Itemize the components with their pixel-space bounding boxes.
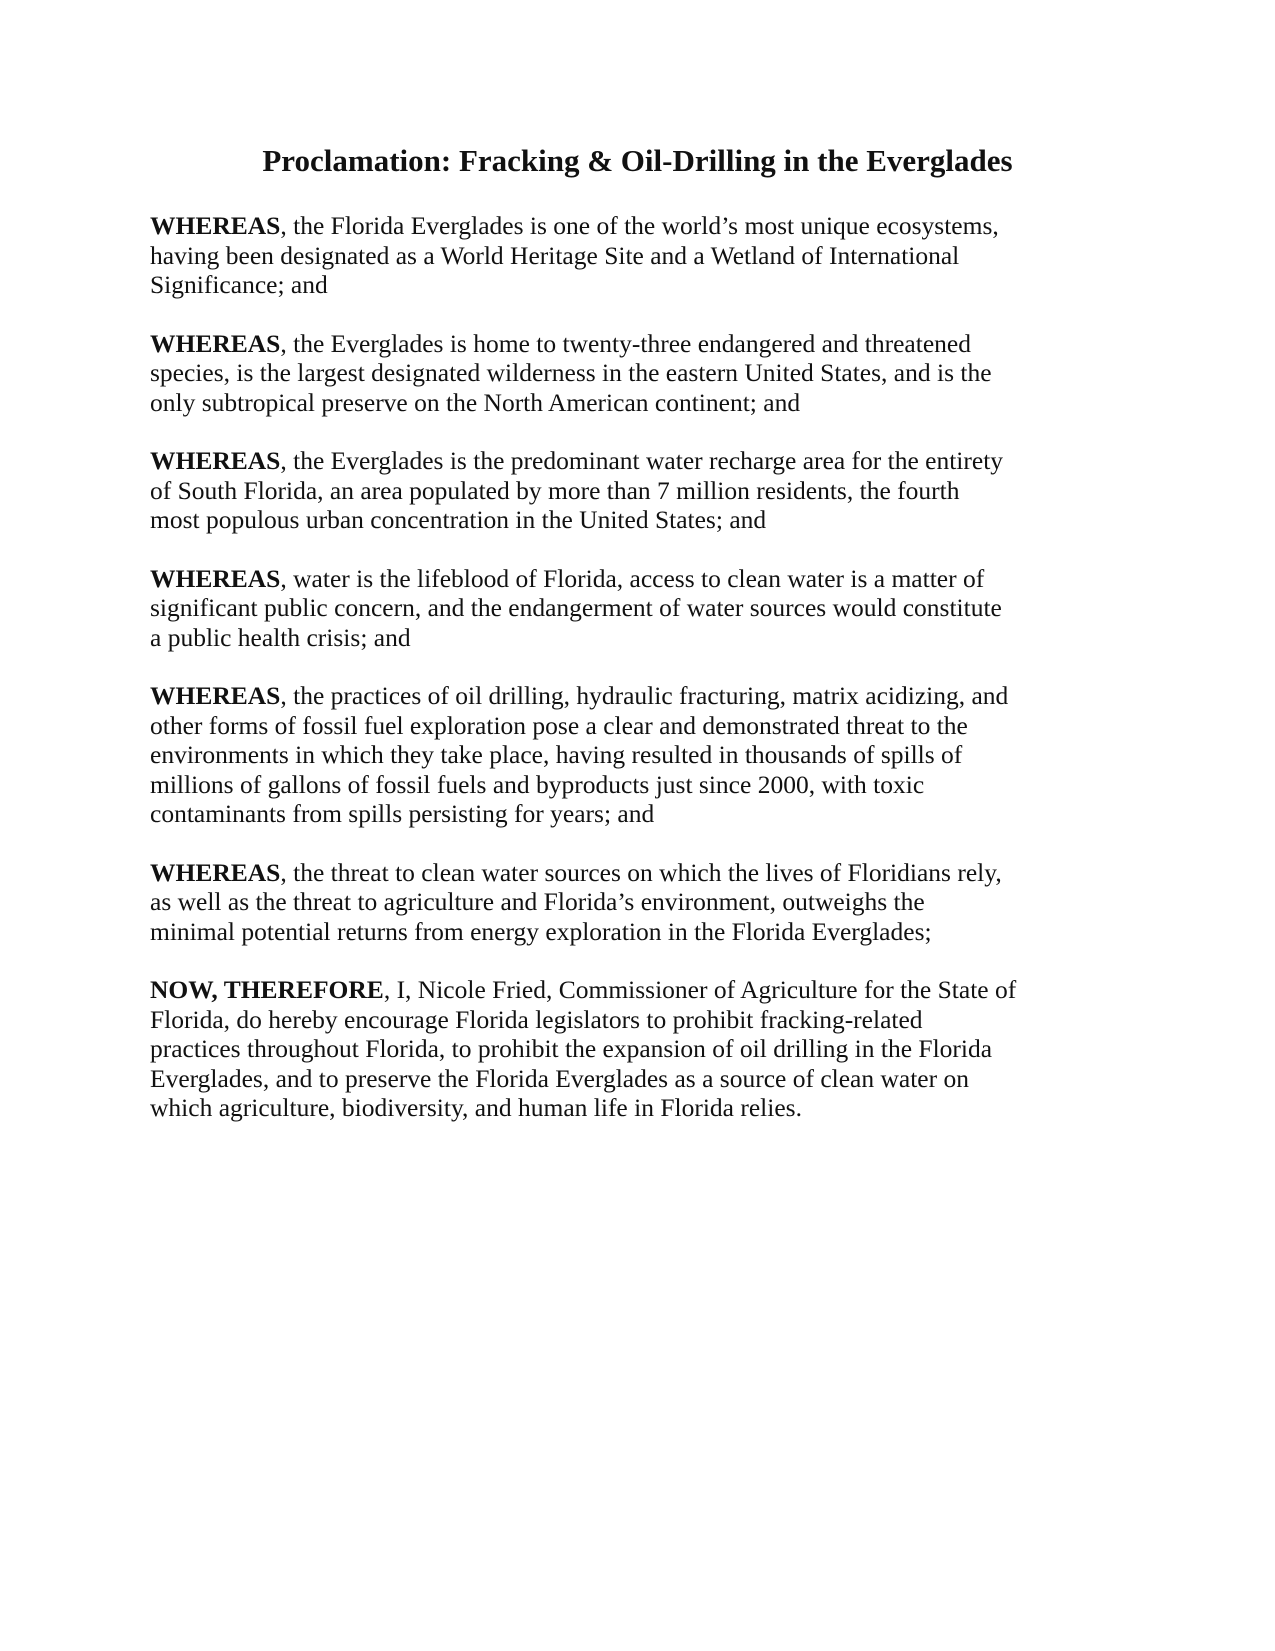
whereas-paragraph-2 <box>150 329 1125 418</box>
whereas-paragraph-4 <box>150 564 1125 653</box>
paragraph-line: a public health crisis; and <box>150 622 411 652</box>
paragraph-line: significant public concern, and the endangerment of water sources would constitute <box>150 593 1002 622</box>
whereas-paragraph-5 <box>150 681 1125 829</box>
paragraph-line: Everglades, and to preserve the Florida Everglades as a source of clean water on <box>150 1063 969 1093</box>
paragraph-text: , the Florida Everglades is one of the world’s most unique ecosystems, <box>280 211 999 240</box>
paragraph-line: of South Florida, an area populated by more than 7 million residents, the fourth <box>150 475 960 505</box>
paragraph-lead: WHEREAS <box>150 857 281 887</box>
whereas-paragraph-3 <box>150 446 1125 535</box>
paragraph-line: as well as the threat to agriculture and Florida’s environment, outweighs the <box>150 887 925 916</box>
paragraph-lead: WHEREAS <box>150 681 281 710</box>
paragraph-line: minimal potential returns from energy exploration in the Florida Everglades; <box>150 916 932 946</box>
paragraph-text: , water is the lifeblood of Florida, access to clean water is a matter of <box>280 563 985 593</box>
paragraph-lead: WHEREAS <box>150 563 281 593</box>
paragraph-line: other forms of fossil fuel exploration pose a clear and demonstrated threat to the <box>150 710 968 740</box>
paragraph-line <box>150 329 1125 359</box>
paragraph-line: Florida, do hereby encourage Florida legislators to prohibit fracking-related <box>150 1004 923 1034</box>
paragraph-text: , I, Nicole Fried, Commissioner of Agriculture for the State of <box>383 975 1017 1004</box>
paragraph-line <box>150 446 1125 476</box>
paragraph-text: , the practices of oil drilling, hydraulic fracturing, matrix acidizing, and <box>280 681 1009 710</box>
paragraph-line: millions of gallons of fossil fuels and byproducts just since 2000, with toxic <box>150 769 925 799</box>
paragraph-text: , the threat to clean water sources on which the lives of Floridians rely, <box>280 857 1002 887</box>
proclamation-body <box>150 211 1125 1152</box>
paragraph-line <box>150 975 1125 1005</box>
paragraph-lead: NOW, THEREFORE <box>150 975 384 1004</box>
paragraph-text: , the Everglades is the predominant water recharge area for the entirety <box>280 446 1004 475</box>
paragraph-line <box>150 211 1125 241</box>
paragraph-line: only subtropical preserve on the North American continent; and <box>150 387 801 417</box>
paragraph-line <box>150 858 1125 888</box>
therefore-paragraph <box>150 975 1125 1123</box>
paragraph-lead: WHEREAS <box>150 328 281 358</box>
paragraph-lead: WHEREAS <box>150 211 281 240</box>
paragraph-lead: WHEREAS <box>150 446 281 475</box>
paragraph-line: contaminants from spills persisting for years; and <box>150 799 655 828</box>
proclamation-title: Proclamation: Fracking & Oil-Drilling in the Everglades <box>262 143 1013 178</box>
whereas-paragraph-6 <box>150 858 1125 947</box>
paragraph-line <box>150 564 1125 594</box>
paragraph-line <box>150 681 1125 711</box>
paragraph-line: environments in which they take place, having resulted in thousands of spills of <box>150 740 963 769</box>
paragraph-line: which agriculture, biodiversity, and human life in Florida relies. <box>150 1093 802 1122</box>
paragraph-line: practices throughout Florida, to prohibit the expansion of oil drilling in the Florida <box>150 1034 993 1063</box>
paragraph-line: Significance; and <box>150 270 328 299</box>
paragraph-line: species, is the largest designated wilderness in the eastern United States, and is the <box>150 358 992 387</box>
paragraph-line: most populous urban concentration in the United States; and <box>150 505 767 534</box>
paragraph-text: , the Everglades is home to twenty-three endangered and threatened <box>280 328 971 358</box>
whereas-paragraph-1 <box>150 211 1125 300</box>
paragraph-line: having been designated as a World Heritage Site and a Wetland of International <box>150 240 960 270</box>
